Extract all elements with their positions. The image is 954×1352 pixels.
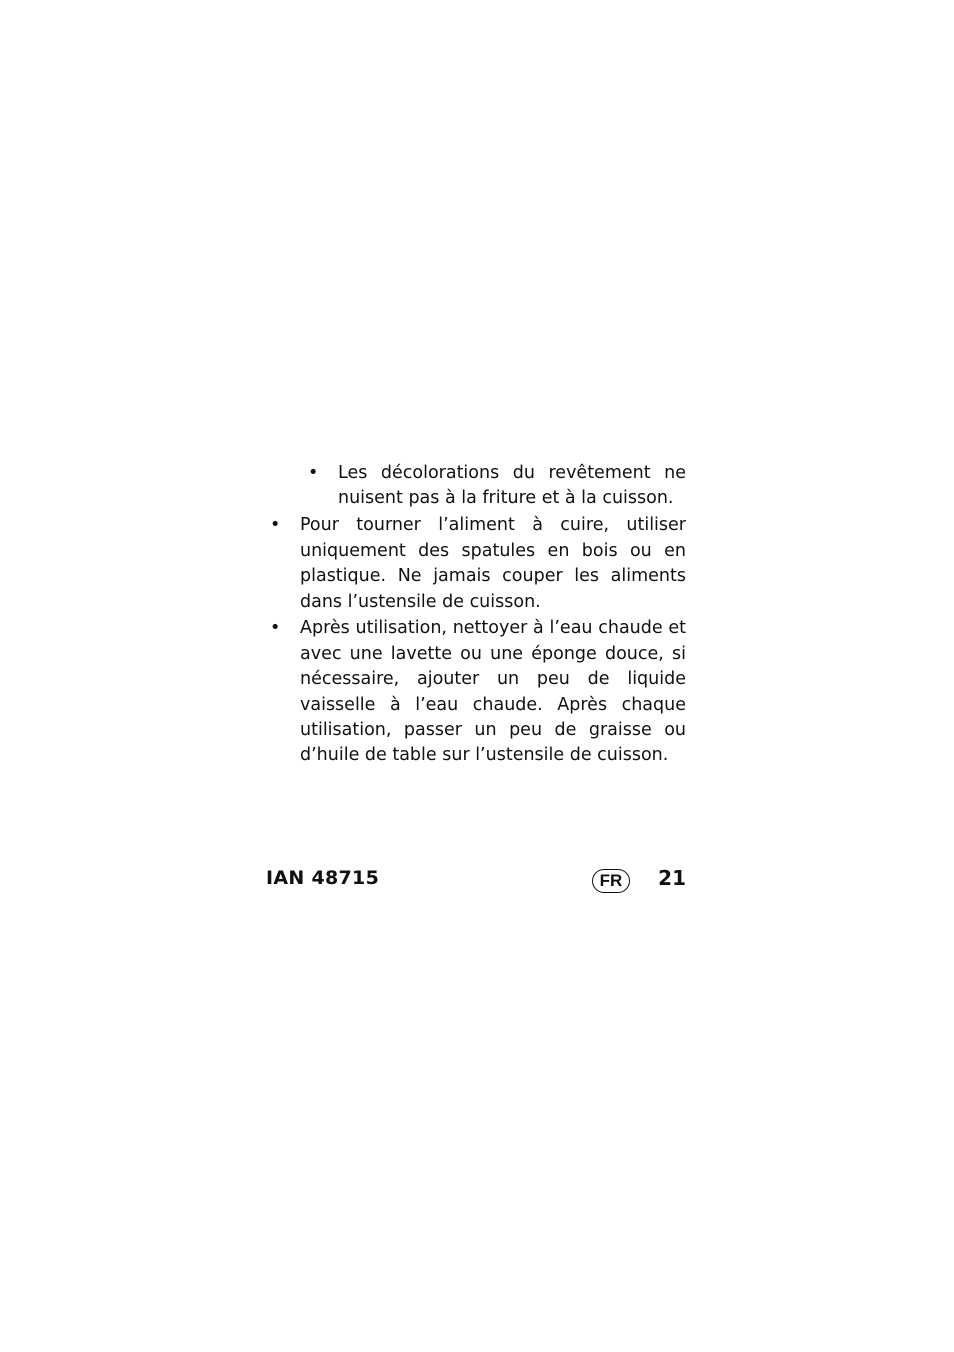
list-item (266, 616, 686, 768)
instructions-list (266, 461, 686, 770)
list-item (266, 513, 686, 615)
list-item-text: Les décolorations du revêtement ne nuisent pas à la friture et à la cuisson. (338, 463, 686, 509)
bullet-marker: • (270, 515, 281, 536)
list-item-text: Après utilisation, nettoyer à l’eau chaude et avec une lavette ou une éponge douce, si nécessaire, ajouter un peu de liquide vaisselle à l’eau chaude. Après chaque utilisation, passer un peu de graisse ou d’huile de table sur l’ustensile de cuisson. (300, 618, 686, 766)
page-number: 21 (658, 866, 686, 890)
ian-number: IAN 48715 (266, 867, 380, 889)
bullet-marker: • (308, 463, 319, 483)
list-item-text: Pour tourner l’aliment à cuire, utiliser uniquement des spatules en bois ou en plastique. Ne jamais couper les aliments dans l’ustensile de cuisson. (300, 515, 686, 612)
page-footer (266, 864, 686, 898)
bullet-marker: • (270, 618, 281, 639)
language-badge: FR (592, 869, 630, 893)
list-item (266, 461, 686, 512)
